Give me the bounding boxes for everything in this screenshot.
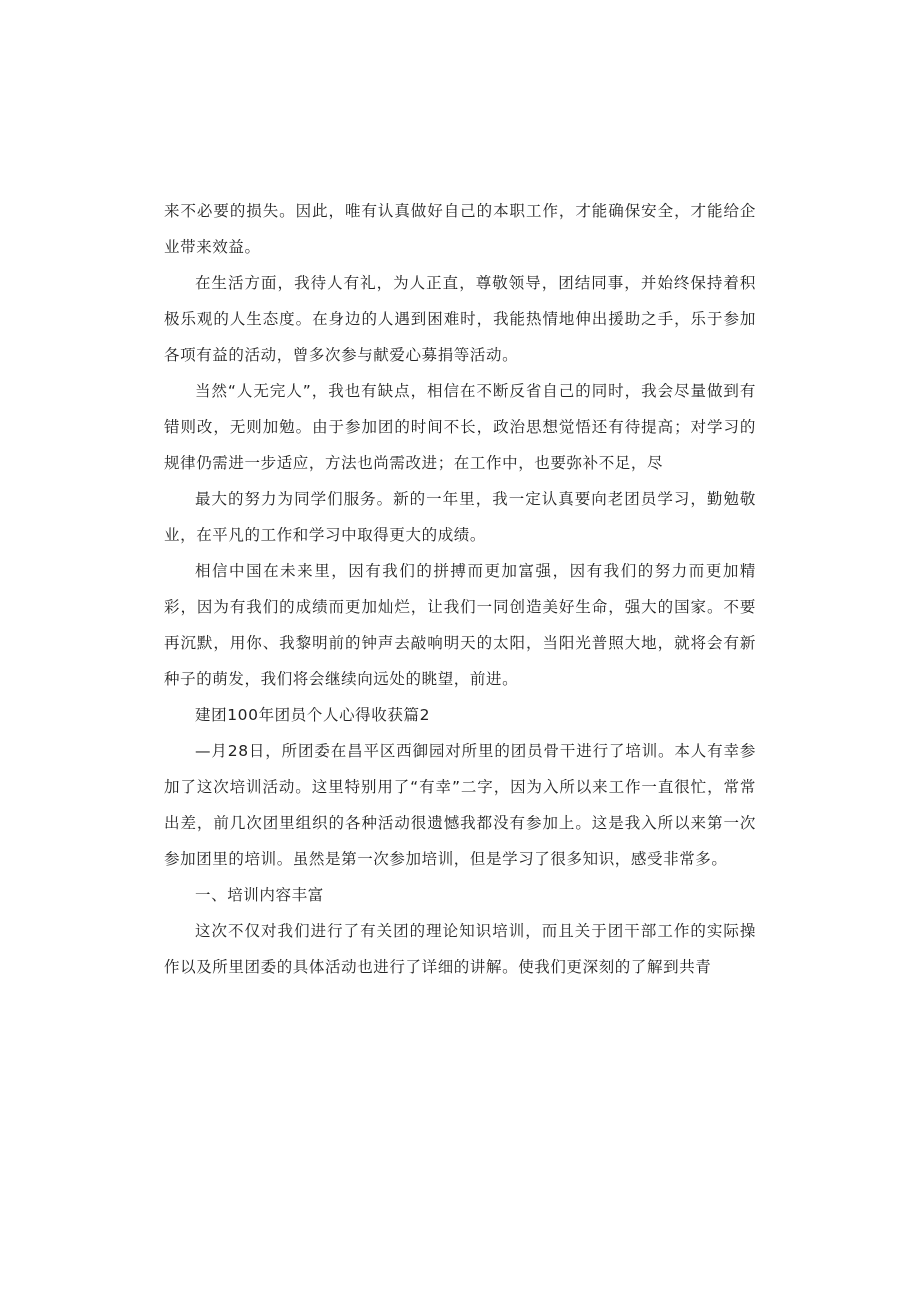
document-body (164, 193, 756, 985)
paragraph-continuation: 来不必要的损失。因此，唯有认真做好自己的本职工作，才能确保安全，才能给企业带来效益。 (164, 202, 756, 256)
paragraph-training-intro: —月28日，所团委在昌平区西御园对所里的团员骨干进行了培训。本人有幸参加了这次培训活动。这里特别用了“有幸”二字，因为入所以来工作一直很忙，常常出差，前几次团里组织的各种活动很遗憾我都没有参加上。这是我入所以来第一次参加团里的培训。虽然是第一次参加培训，但是学习了很多知识，感受非常多。 (164, 742, 756, 868)
section-title: 建团100年团员个人心得收获篇2 (195, 706, 431, 724)
paragraph-service: 最大的努力为同学们服务。新的一年里，我一定认真要向老团员学习，勤勉敬业，在平凡的工作和学习中取得更大的成绩。 (164, 490, 756, 544)
paragraph-shortcomings: 当然“人无完人”，我也有缺点，相信在不断反省自己的同时，我会尽量做到有错则改，无则加勉。由于参加团的时间不长，政治思想觉悟还有待提高；对学习的规律仍需进一步适应，方法也尚需改进；在工作中，也要弥补不足，尽 (164, 382, 756, 472)
subsection-title: 一、培训内容丰富 (195, 886, 324, 904)
paragraph-life-aspect: 在生活方面，我待人有礼，为人正直，尊敬领导，团结同事，并始终保持着积极乐观的人生态度。在身边的人遇到困难时，我能热情地伸出援助之手，乐于参加各项有益的活动，曾多次参与献爱心募捐等活动。 (164, 274, 756, 364)
paragraph-training-content: 这次不仅对我们进行了有关团的理论知识培训，而且关于团干部工作的实际操作以及所里团委的具体活动也进行了详细的讲解。使我们更深刻的了解到共青 (164, 922, 756, 976)
paragraph-china-future: 相信中国在未来里，因有我们的拼搏而更加富强，因有我们的努力而更加精彩，因为有我们的成绩而更加灿烂，让我们一同创造美好生命，强大的国家。不要再沉默，用你、我黎明前的钟声去敲响明天的太阳，当阳光普照大地，就将会有新种子的萌发，我们将会继续向远处的眺望，前进。 (164, 562, 756, 688)
